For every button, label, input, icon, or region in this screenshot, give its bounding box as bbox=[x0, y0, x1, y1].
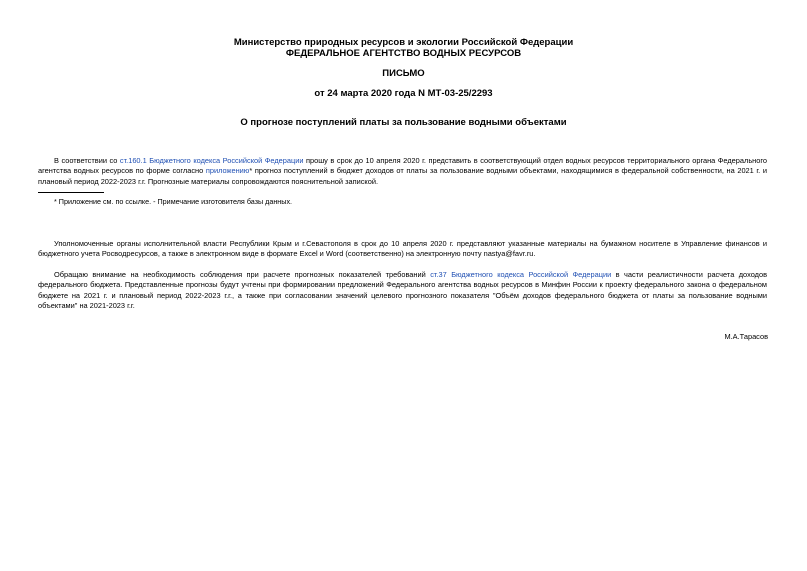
document-subject: О прогнозе поступлений платы за пользование водными объектами bbox=[240, 117, 567, 128]
agency-title: ФЕДЕРАЛЬНОЕ АГЕНТСТВО ВОДНЫХ РЕСУРСОВ bbox=[285, 48, 522, 59]
paragraph-attention bbox=[38, 270, 767, 312]
paragraph-text: * прогноз поступлений в бюджет доходов от платы за пользование водными объектами, находящимися в федеральной собственности, на 2021 г. и плановый период 2022-2023 г.г. Прогнозные материалы сопровождаются пояснительной запиской. bbox=[38, 166, 767, 186]
paragraph-text: В соответствии со bbox=[54, 156, 120, 165]
appendix-link[interactable]: приложению bbox=[205, 166, 250, 176]
document-type: ПИСЬМО bbox=[382, 68, 425, 79]
paragraph-text: Обращаю внимание на необходимость соблюдения при расчете прогнозных показателей требований bbox=[54, 270, 431, 279]
footnote-divider bbox=[38, 192, 104, 193]
paragraph-request bbox=[38, 156, 767, 187]
paragraph-text: прошу в срок до 10 апреля 2020 г. представить в соответствующий отдел водных ресурсов территориального органа Федерального агентства водных ресурсов по форме согласно bbox=[38, 156, 768, 176]
paragraph-crimea-sevastopol: Уполномоченные органы исполнительной власти Республики Крым и г.Севастополя в срок до 10 апреля 2020 г. представляют указанные материалы на бумажном носителе в Управление финансов и бюджетного учета Росводресурсов, а также в электронном виде в формате Excel и Word (соответственно) на электронную почту nastya@favr.ru. bbox=[38, 239, 767, 259]
budget-code-article-160-1-link[interactable]: ст.160.1 Бюджетного кодекса Российской Федерации bbox=[119, 156, 304, 165]
budget-code-article-37-link[interactable]: ст.37 Бюджетного кодекса Российской Федерации bbox=[430, 270, 612, 279]
signature: М.А.Тарасов bbox=[724, 332, 768, 341]
document-date-number: от 24 марта 2020 года N МТ-03-25/2293 bbox=[314, 88, 493, 99]
footnote: * Приложение см. по ссылке. - Примечание изготовителя базы данных. bbox=[54, 197, 293, 206]
paragraph-text: в части реалистичности расчета доходов федерального бюджета. Представленные прогнозы будут учтены при формировании предложений Федерального агентства водных ресурсов в Минфин России к проекту федерального закона о федеральном бюджете на 2021 г. и плановый период 2022-2023 г.г., а также при согласовании значений целевого прогнозного показателя "Объём доходов федерального бюджета от платы за пользование водными объектами" на 2021-2023 г.г. bbox=[38, 270, 767, 311]
ministry-title: Министерство природных ресурсов и экологии Российской Федерации bbox=[233, 37, 574, 48]
